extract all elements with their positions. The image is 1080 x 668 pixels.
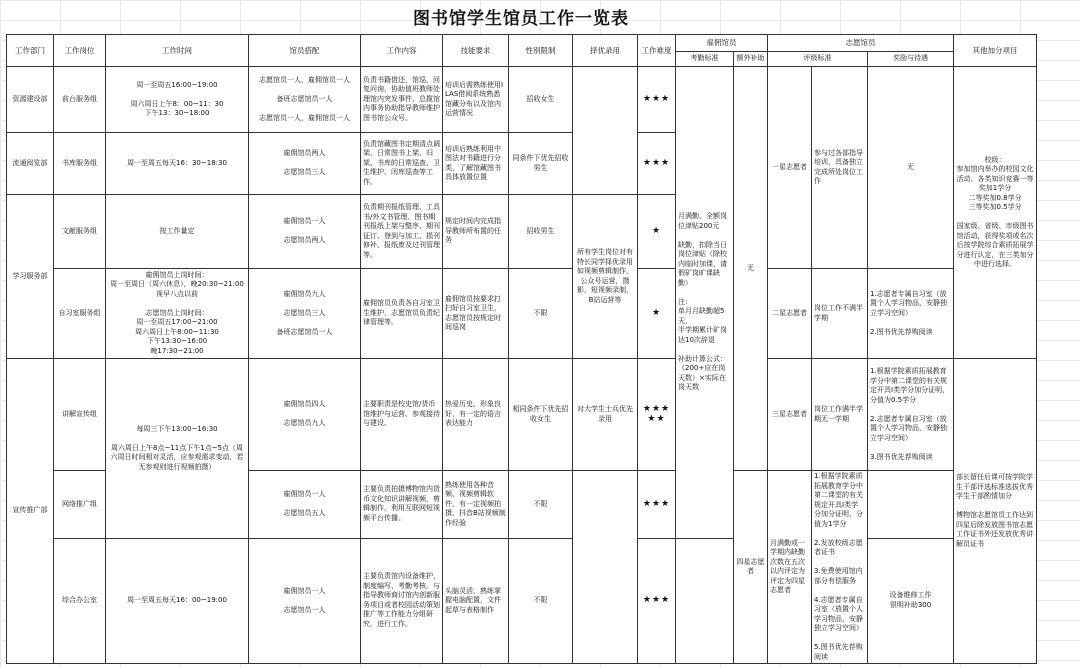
skill-cell: 规定时间内完成指导教师所布置的任务 bbox=[443, 195, 509, 269]
header-difficulty: 工作难度 bbox=[638, 35, 676, 67]
content-cell: 负责馆藏图书定期清点调架、日常图书上架、归架、书库的日常巡查、卫生维护、闭库巡查等工作。 bbox=[361, 133, 443, 195]
subheader-subsidy: 额外补助 bbox=[734, 52, 768, 67]
level-reward-cell: 1.志愿者专属自习室（放置个人学习物品，安静独立学习空间） 2.图书优先荐购阅读 bbox=[868, 269, 954, 359]
difficulty-cell: ★★★ bbox=[638, 133, 676, 195]
content-cell: 主要负责馆内设备维护，制度编写、考勤考核，与指导教师商讨馆内创新服务项目或者校园活动策划推广等工作能力分组研究，进行工作。 bbox=[361, 538, 443, 663]
time-cell: 周一至周五16:00~19:00 周六周日上午8：00~11：30 下午13：30~18:00 bbox=[106, 67, 249, 133]
content-cell: 负责书籍借还，馆巡，回复问询，协助值班教师处理馆内突发事件，总揽馆内事务协助指导教师维护图书馆公众号。 bbox=[361, 67, 443, 133]
subsidy-cell: 无 bbox=[734, 67, 768, 471]
assess-cell: 月满勤，全额岗位津贴200元 缺勤，扣除当日岗位津贴（除校内临时加课，请假矿岗旷课缺勤） 注： 单月月缺勤超5天， 半学期累计矿岗达10次辞退 补助计算公式：（200÷应在岗天数）×实际在岗天数 bbox=[676, 67, 734, 539]
content-cell: 主要负责拍摄博物馆内货币文化知识讲解视频，剪辑制作，利用互联网短视频平台传播。 bbox=[361, 471, 443, 539]
level-rating-cell: 岗位工作不满半学期 bbox=[812, 269, 868, 359]
content-cell: 雇佣馆员负责各自习室卫生维护，志愿馆员负责纪律管理等。 bbox=[361, 269, 443, 359]
subheader-assess: 考勤标准 bbox=[676, 52, 734, 67]
dept-cell: 资源建设部 bbox=[7, 67, 54, 133]
content-cell: 负责期刊报纸管理、工具书/外文书管理、图书期刊报纸上架与整序、期刊征订、登到与加工、损刊修补、报纸废及过刊管理等。 bbox=[361, 195, 443, 269]
gender-cell: 招收女生 bbox=[509, 67, 573, 133]
post-cell: 网络推广组 bbox=[54, 471, 106, 539]
gender-cell: 不限 bbox=[509, 538, 573, 663]
header-gender: 性别限制 bbox=[509, 35, 573, 67]
subsidy-cell: 设备维修工作 很明补助300 bbox=[868, 538, 954, 663]
difficulty-cell: ★ bbox=[638, 195, 676, 269]
difficulty-cell: ★★★ bbox=[638, 538, 676, 663]
difficulty-cell: ★★★ bbox=[638, 67, 676, 133]
priority-cell-empty bbox=[573, 471, 638, 664]
gender-cell: 同条件下优先招收男生 bbox=[509, 133, 573, 195]
level-reward-cell: 1.根据学院素质拓展教育学分中第二课堂的有关规定开具Ⅰ类学分加分证明，分值为0.5学分 2.志愿者专属自习室（放置个人学习物品，安静独立学习空间） 3.图书优先荐购阅读 bbox=[868, 359, 954, 471]
post-cell: 文献服务组 bbox=[54, 195, 106, 269]
staff-cell: 雇佣馆员一人 志愿馆员五人 bbox=[249, 471, 361, 539]
header-content: 工作内容 bbox=[361, 35, 443, 67]
extra-cell: 部长留任后课可按学院学生干部评选标准选拔优秀学生干部酌情加分 博物馆志愿馆员工作达到四星后除发放图书馆志愿工作证书外还发放优秀讲解员证书 bbox=[954, 359, 1037, 664]
post-cell: 自习室服务组 bbox=[54, 269, 106, 359]
time-cell: 周一至周五每天16：00~19:00 bbox=[106, 538, 249, 663]
header-post: 工作岗位 bbox=[54, 35, 106, 67]
dept-cell: 学习服务部 bbox=[7, 195, 54, 359]
gender-cell: 相同条件下优先招收女生 bbox=[509, 359, 573, 471]
level-name-cell: 四星志愿者 bbox=[734, 471, 768, 664]
time-cell: 周一至周五每天16：30~18:30 bbox=[106, 133, 249, 195]
content-cell: 主要职责是校史馆/货币馆维护与运营、参观接待与建设。 bbox=[361, 359, 443, 471]
post-cell: 书库服务组 bbox=[54, 133, 106, 195]
header-skill: 技能要求 bbox=[443, 35, 509, 67]
header-staff: 馆员搭配 bbox=[249, 35, 361, 67]
staff-cell: 志愿馆员一人，雇佣馆员一人 备班志愿馆员一人 志愿馆员一人，雇佣馆员一人 bbox=[249, 67, 361, 133]
header-volunteer: 志愿馆员 bbox=[768, 35, 954, 52]
extra-cell: 校级： 参加馆内举办的校园文化活动、各类知识竞赛一等奖加1学分 二等奖加0.8学分 三等奖加0.5学分 国家级、省级、市级图书馆活动，获得奖项或名次后按学院综合素质拓展学分进行认定，在三类加分中进行选择。 bbox=[954, 67, 1037, 359]
skill-cell: 熟练使用各种音频、视频剪辑软件，有一定视频拍摄，抖音B站视频制作经验 bbox=[443, 471, 509, 539]
staff-cell: 雇佣馆员两人 志愿馆员三人 bbox=[249, 133, 361, 195]
gender-cell: 不限 bbox=[509, 269, 573, 359]
level-reward-cell: 无 bbox=[868, 67, 954, 269]
dept-cell: 流通阅览部 bbox=[7, 133, 54, 195]
level-reward-cell: 1.根据学院素质拓展教育学分中第二课堂的有关规定开具Ⅰ类学分加分证明，分值为1学分 2.发放校级志愿者证书 3.免费使用馆内部分有偿服务 4.志愿者专属自习室（放置个人学习物品，安静独立学习空间） 5.图书优先荐购阅读 bbox=[812, 471, 868, 664]
difficulty-cell: ★★★★★ bbox=[638, 359, 676, 471]
sheet-title: 图书馆学生馆员工作一览表 bbox=[413, 9, 629, 29]
post-cell: 讲解宣传组 bbox=[54, 359, 106, 471]
header-hired: 雇佣馆员 bbox=[676, 35, 768, 52]
post-cell: 前台服务组 bbox=[54, 67, 106, 133]
header-extra: 其他加分项目 bbox=[954, 35, 1037, 67]
skill-cell: 培训后熟练利用中图法对书籍进行分类，了解馆藏图书具体放置位置 bbox=[443, 133, 509, 195]
skill-cell: 雇佣馆员按要求打扫好自习室卫生，志愿馆员按规定时间巡岗 bbox=[443, 269, 509, 359]
staff-table bbox=[6, 34, 1037, 664]
post-cell: 综合办公室 bbox=[54, 538, 106, 663]
level-name-cell: 一星志愿者 bbox=[768, 67, 812, 269]
level-name-cell: 三星志愿者 bbox=[768, 359, 812, 471]
assess-cell-empty bbox=[676, 538, 734, 663]
time-cell: 按工作量定 bbox=[106, 195, 249, 269]
level-rating-cell: 月满勤或一学期内缺勤次数在五次以内评定为评定为四星志愿者 bbox=[768, 471, 812, 664]
level-rating-cell: 参与过各部指导培训，具备独立完成所处岗位工作 bbox=[812, 67, 868, 269]
header-dept: 工作部门 bbox=[7, 35, 54, 67]
dept-cell: 宣传推广部 bbox=[7, 359, 54, 664]
time-cell: 每周三下午13:00~16:30 周六周日上午8点~11点下午1点~5点（周六周日时间相对灵活，应参观需求变动，若无参观则进行视频拍摄） bbox=[106, 359, 249, 539]
level-name-cell: 二星志愿者 bbox=[768, 269, 812, 359]
gender-cell: 不限 bbox=[509, 471, 573, 539]
priority-cell-empty bbox=[573, 67, 638, 195]
staff-cell: 雇佣馆员四人 志愿馆员九人 bbox=[249, 359, 361, 471]
header-priority: 择优录用 bbox=[573, 35, 638, 67]
staff-cell: 雇佣馆员一人 志愿馆员一人 bbox=[249, 538, 361, 663]
staff-cell: 雇佣馆员九人 志愿馆员三人 备班志愿馆员一人 bbox=[249, 269, 361, 359]
subheader-rating: 评级标准 bbox=[768, 52, 868, 67]
difficulty-cell: ★★★ bbox=[638, 471, 676, 539]
level-rating-cell: 岗位工作满半学期无一学期 bbox=[812, 359, 868, 471]
time-cell: 雇佣馆员上岗时间： 周一至周日（周六休息），晚20:30~21:00视早八点以前 志愿馆员上岗时间： 周一至周五17:00~21:00 周六周日上午8:00~11:30 下午13:30~16:00 晚17:30~21:00 bbox=[106, 269, 249, 359]
difficulty-cell: ★ bbox=[638, 269, 676, 359]
staff-cell: 雇佣馆员一人 志愿馆员两人 bbox=[249, 195, 361, 269]
skill-cell: 培训后需熟练使用ILAS借阅系统熟悉馆藏分布以及馆内运营情况 bbox=[443, 67, 509, 133]
priority-cell: 所有学生岗位对有特长同学择优录用如视频剪辑制作，公众号运营，摄影，短视频录制，B站运营等 bbox=[573, 195, 638, 359]
gender-cell: 招收男生 bbox=[509, 195, 573, 269]
priority-cell: 对大学生士兵优先录用 bbox=[573, 359, 638, 471]
skill-cell: 热爱历史，形象良好，有一定的语言表达能力 bbox=[443, 359, 509, 471]
header-time: 工作时间 bbox=[106, 35, 249, 67]
subheader-reward: 奖励与待遇 bbox=[868, 52, 954, 67]
skill-cell: 头脑灵活，熟练掌握电脑配置，文件起草与表格制作 bbox=[443, 538, 509, 663]
